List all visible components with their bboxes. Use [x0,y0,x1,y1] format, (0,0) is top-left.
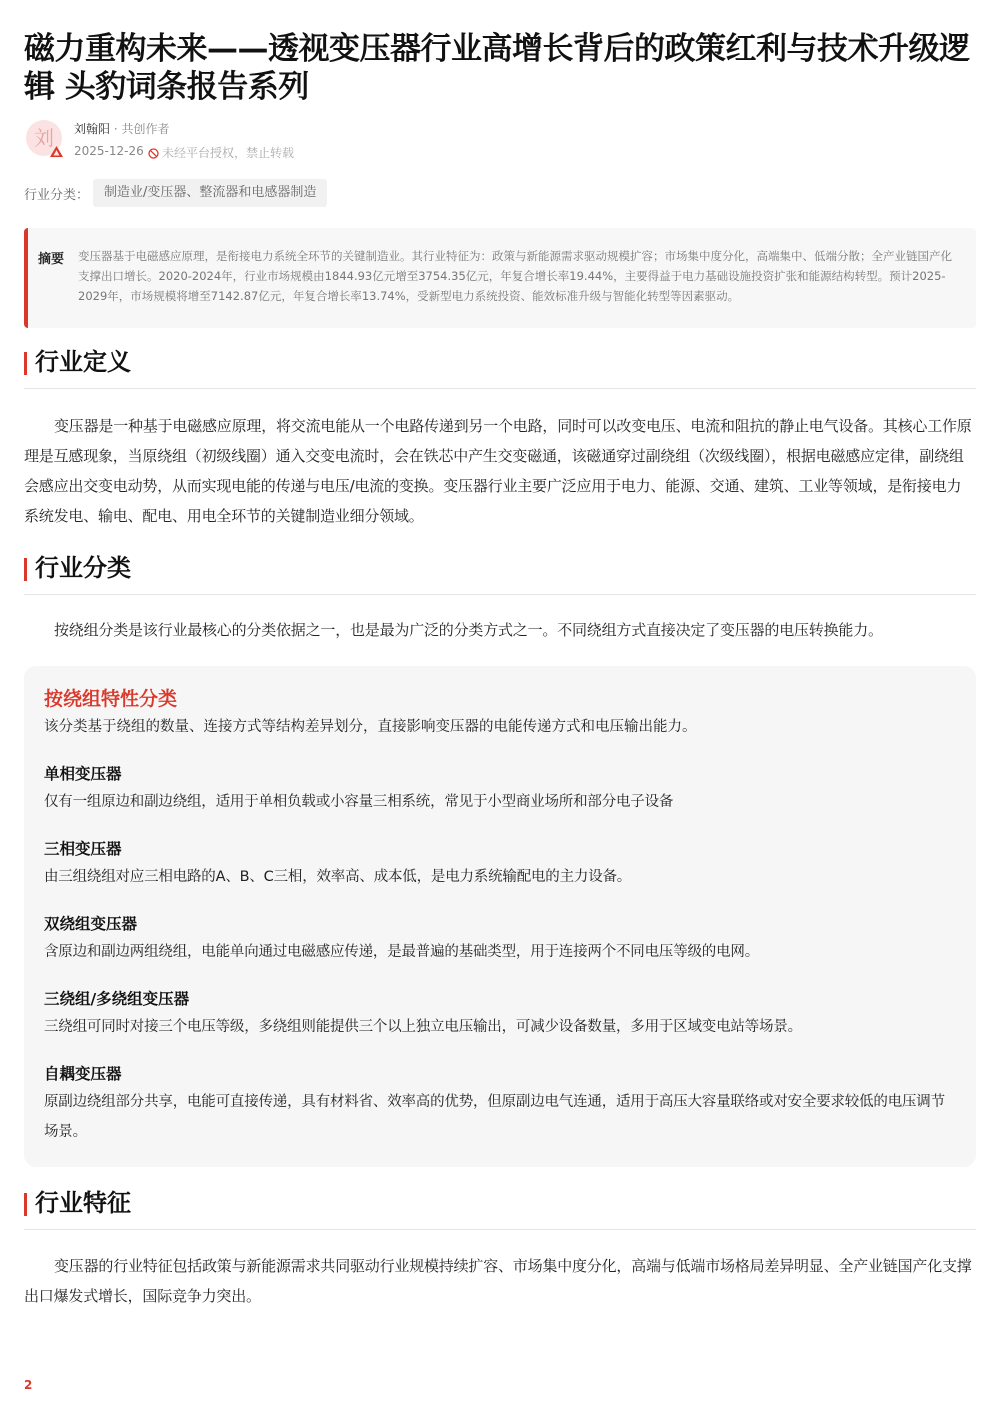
classification-item-desc: 三绕组可同时对接三个电压等级，多绕组则能提供三个以上独立电压输出，可减少设备数量，多用于区域变电站等场景。 [44,1019,802,1035]
copyright-notice [148,144,294,161]
section-accent-bar [24,558,27,581]
prohibited-icon [148,148,159,159]
section-accent-bar [24,352,27,375]
classification-item-name: 自耦变压器 [44,1065,122,1083]
classification-item-name: 单相变压器 [44,765,122,783]
section-accent-bar [24,1193,27,1216]
card-title: 按绕组特性分类 [44,688,178,710]
definition-paragraph: 变压器是一种基于电磁感应原理，将交流电能从一个电路传递到另一个电路，同时可以改变电压、电流和阻抗的静止电气设备。其核心工作原理是互感现象，当原绕组（初级线圈）通入交变电流时，会在铁芯中产生交变磁通，该磁通穿过副绕组（次级线圈），根据电磁感应定律，副绕组会感应出交变电动势，从而实现电能的传递与电压/电流的变换。变压器行业主要广泛应用于电力、能源、交通、建筑、工业等领域，是衔接电力系统发电、输电、配电、用电全环节的关键制造业细分领域。 [24,417,972,525]
classification-item-desc: 原副边绕组部分共享，电能可直接传递，具有材料省、效率高的优势，但原副边电气连通，适用于高压大容量联络或对安全要求较低的电压调节场景。 [44,1094,945,1140]
classification-card [24,666,976,1167]
section-header-definition [24,342,976,389]
classification-item-name: 三相变压器 [44,840,122,858]
abstract-box [24,228,976,328]
classification-item-name: 双绕组变压器 [44,915,138,933]
classification-item-desc: 含原边和副边两组绕组，电能单向通过电磁感应传递，是最普遍的基础类型，用于连接两个不同电压等级的电网。 [44,944,759,960]
copyright-notice-text: 未经平台授权，禁止转载 [162,146,295,160]
card-description: 该分类基于绕组的数量、连接方式等结构差异划分，直接影响变压器的电能传递方式和电压输出能力。 [44,719,697,735]
avatar[interactable]: 刘 [26,120,62,156]
author-badge-icon [50,146,63,157]
section-header-classification [24,548,976,595]
section-title-definition: 行业定义 [35,348,131,376]
category-label: 行业分类： [24,188,90,203]
section-header-features [24,1183,976,1230]
author-name[interactable]: 刘翰阳 [74,122,111,136]
classification-item-desc: 仅有一组原边和副边绕组，适用于单相负载或小容量三相系统，常见于小型商业场所和部分电子设备 [44,794,674,810]
classification-paragraph: 按绕组分类是该行业最核心的分类依据之一，也是最为广泛的分类方式之一。不同绕组方式直接决定了变压器的电压转换能力。 [54,621,883,639]
abstract-label: 摘要 [38,252,65,267]
author-name-line [74,120,169,137]
section-title-features: 行业特征 [35,1189,131,1217]
section-title-classification: 行业分类 [35,554,131,582]
author-role: · 共创作者 [110,122,170,136]
category-tag[interactable]: 制造业/变压器、整流器和电感器制造 [93,179,327,207]
classification-item-name: 三绕组/多绕组变压器 [44,990,190,1008]
abstract-text: 变压器基于电磁感应原理，是衔接电力系统全环节的关键制造业。其行业特征为：政策与新能源需求驱动规模扩容；市场集中度分化，高端集中、低端分散；全产业链国产化支撑出口增长。2020-2024年，行业市场规模由1844.93亿元增至3754.35亿元，年复合增长率19.44%，主要得益于电力基础设施投资扩张和能源结构转型。预计2025-2029年，市场规模将增至7142.87亿元，年复合增长率13.74%，受新型电力系统投资、能效标准升级与智能化转型等因素驱动。 [78,249,952,303]
industry-category [24,179,976,207]
page-number: 2 [24,1378,33,1392]
features-paragraph: 变压器的行业特征包括政策与新能源需求共同驱动行业规模持续扩容、市场集中度分化，高端与低端市场格局差异明显、全产业链国产化支撑出口爆发式增长，国际竞争力突出。 [24,1257,972,1305]
report-title: 磁力重构未来——透视变压器行业高增长背后的政策红利与技术升级逻辑 头豹词条报告系列 [24,31,970,105]
classification-item-desc: 由三组绕组对应三相电路的A、B、C三相，效率高、成本低，是电力系统输配电的主力设备。 [44,869,632,885]
author-info [24,118,624,162]
publish-date: 2025-12-26 [74,144,144,158]
